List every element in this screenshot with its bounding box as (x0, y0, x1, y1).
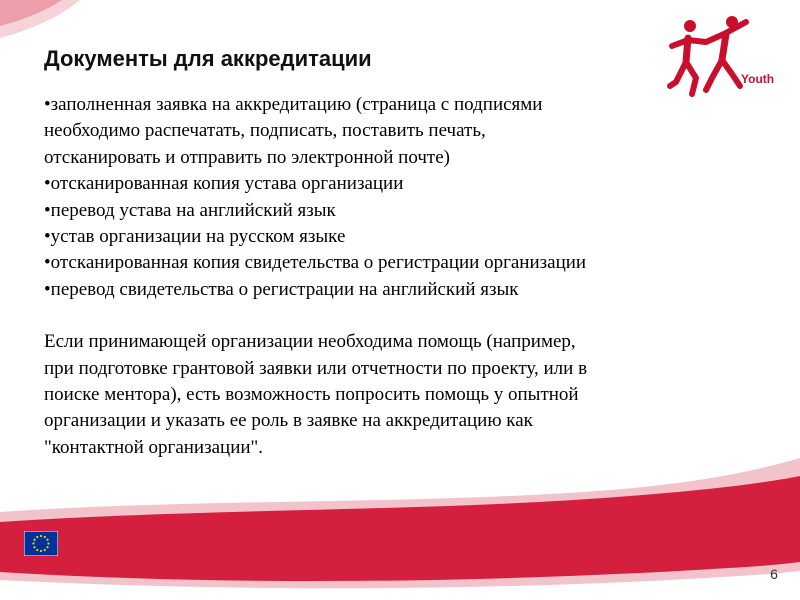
youth-logo-icon (666, 12, 788, 102)
paragraph-line: "контактной организации". (44, 436, 264, 458)
eu-star (33, 539, 35, 541)
body-line: •перевод устава на английский язык (44, 199, 336, 221)
eu-star (44, 536, 46, 538)
eu-star (46, 539, 48, 541)
slide-body (44, 92, 694, 461)
body-line: •отсканированная копия устава организации (44, 173, 404, 195)
body-line: •устав организации на русском языке (44, 226, 346, 248)
body-line: •заполненная заявка на аккредитацию (страница с подписями (44, 94, 543, 115)
eu-star (33, 546, 35, 548)
eu-star (40, 550, 42, 552)
body-line: •отсканированная копия свидетельства о регистрации организации (44, 252, 587, 274)
paragraph-line: Если принимающей организации необходима помощь (например, (44, 331, 576, 353)
body-line: отсканировать и отправить по электронной почте) (44, 146, 450, 168)
eu-star (46, 546, 48, 548)
eu-star (40, 535, 42, 537)
paragraph-line: поиске ментора), есть возможность попросить помощь у опытной (44, 384, 579, 406)
body-line: необходимо распечатать, подписать, поставить печать, (44, 120, 486, 142)
body-line: •перевод свидетельства о регистрации на английский язык (44, 278, 519, 300)
paragraph-line: при подготовке грантовой заявки или отчетности по проекту, или в (44, 357, 588, 379)
paragraph-gap (44, 303, 694, 329)
slide-title: Документы для аккредитации (44, 46, 372, 71)
paragraph-line: организации и указать ее роль в заявке на аккредитацию как (44, 410, 533, 432)
eu-star (47, 542, 49, 544)
eu-star (36, 549, 38, 551)
page-number: 6 (770, 566, 778, 582)
eu-star (36, 536, 38, 538)
eu-star (32, 542, 34, 544)
eu-star (44, 549, 46, 551)
youth-logo-text: Youth (741, 72, 775, 86)
eu-flag-icon (24, 531, 58, 556)
